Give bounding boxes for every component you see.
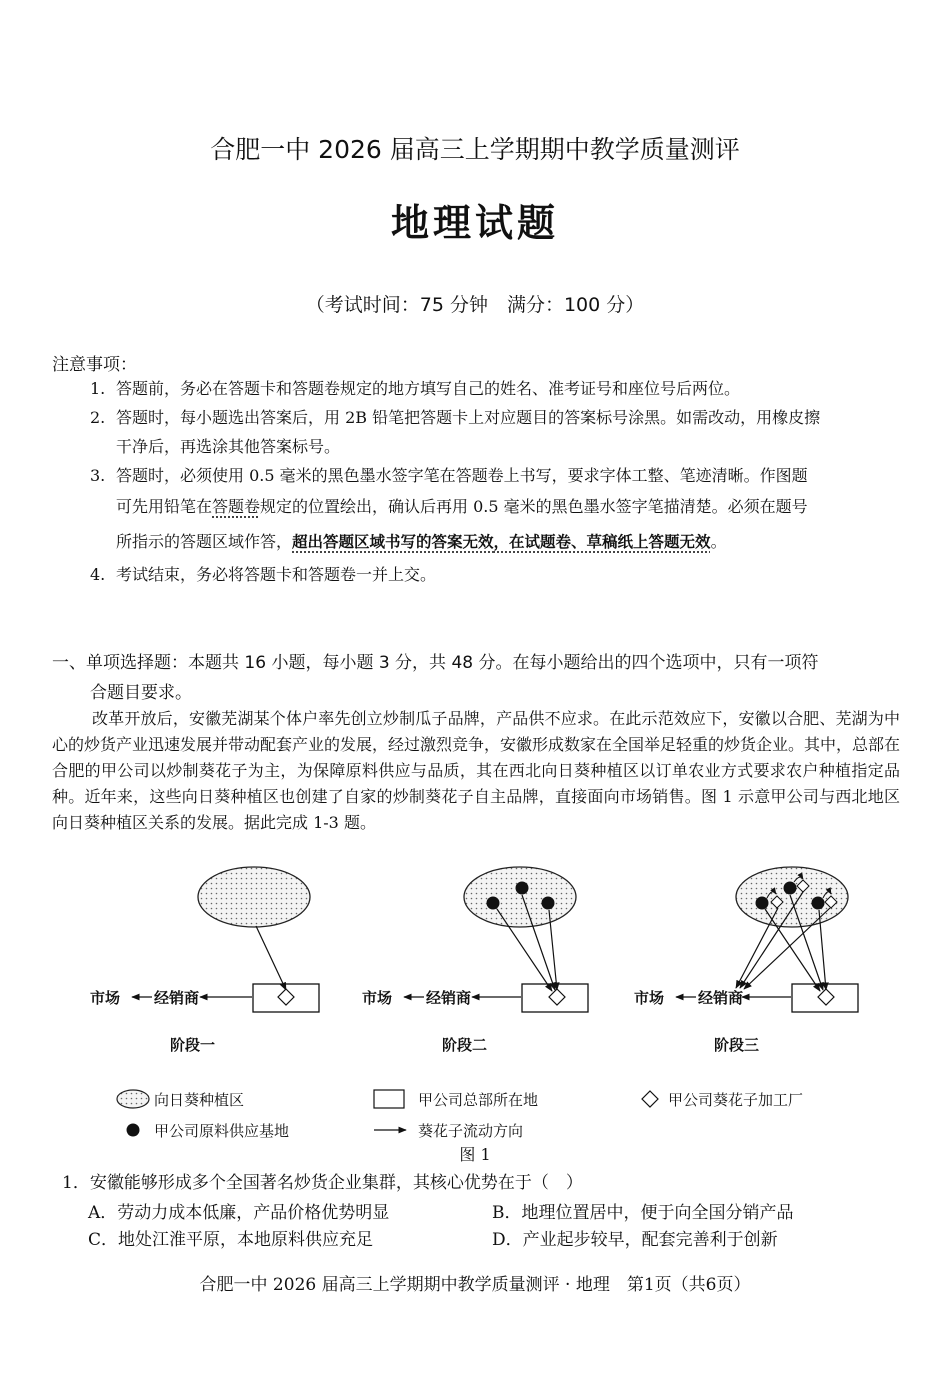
note-3 [90, 460, 900, 558]
exam-meta: （考试时间：75 分钟 满分：100 分） [305, 294, 645, 316]
emphasis-text: 超出答题区域书写的答案无效 [292, 533, 494, 551]
emphasis-text: 答题卷 [212, 497, 261, 516]
supply-base-legend-icon [127, 1124, 140, 1137]
note-text: 答题前，务必在答题卡和答题卷规定的地方填写自己的姓名、准考证号和座位号后两位。 [116, 379, 741, 398]
dealer-label: 经销商 [698, 989, 744, 1007]
stage-label: 阶段三 [714, 1036, 760, 1054]
subject-title: 地理试题 [390, 200, 559, 245]
dealer-label: 经销商 [426, 989, 472, 1007]
market-label: 市场 [634, 989, 665, 1007]
note-number: 4. [90, 565, 106, 584]
dealer-label: 经销商 [154, 989, 200, 1007]
page-footer: 合肥一中 2026 届高三上学期期中教学质量测评 · 地理 第1页（共6页） [199, 1275, 751, 1295]
note-text: 考试结束，务必将答题卡和答题卷一并上交。 [116, 565, 437, 584]
stage-label: 阶段一 [170, 1036, 216, 1054]
stage-1-diagram [90, 867, 319, 1054]
note-text-cont: 干净后，再选涂其他答案标号。 [116, 437, 341, 456]
planting-area [464, 867, 576, 927]
note-number: 1. [90, 379, 106, 398]
factory-diamond [549, 989, 565, 1005]
factory-diamond [818, 989, 834, 1005]
planting-area-legend-icon [117, 1090, 149, 1108]
note-text: 。 [710, 532, 727, 551]
option-c: C．地处江淮平原，本地原料供应充足 [88, 1230, 374, 1250]
stage-2-diagram [362, 867, 588, 1054]
hq-legend-icon [374, 1090, 404, 1108]
legend-planting-area: 向日葵种植区 [154, 1091, 245, 1109]
emphasis-text: 在试题卷、草稿纸上答题无效 [509, 533, 711, 551]
option-b: B．地理位置居中，便于向全国分销产品 [492, 1203, 794, 1223]
section-line-1: 一、单项选择题：本题共 16 小题，每小题 3 分，共 48 分。在每小题给出的四个选项中，只有一项符 [52, 653, 819, 673]
note-2 [90, 403, 900, 461]
legend-flow: 葵花子流动方向 [418, 1122, 524, 1140]
supply-base [516, 882, 529, 895]
note-number: 2. [90, 408, 106, 427]
factory-diamond [278, 989, 294, 1005]
legend-hq: 甲公司总部所在地 [418, 1091, 539, 1109]
factory-legend-icon [642, 1091, 658, 1107]
section-heading [52, 648, 902, 708]
legend-base: 甲公司原料供应基地 [154, 1122, 290, 1140]
note-text: 规定的位置绘出，确认后再用 0.5 毫米的黑色墨水签字笔描清楚。必须在题号 [260, 497, 808, 516]
flow-arrow [256, 926, 286, 990]
question-1 [62, 1170, 583, 1196]
market-label: 市场 [362, 989, 393, 1007]
stage-label: 阶段二 [442, 1036, 488, 1054]
figure-legend [117, 1090, 803, 1140]
exam-title: 合肥一中 2026 届高三上学期期中教学质量测评 [210, 135, 740, 164]
notes-heading: 注意事项： [52, 355, 137, 375]
supply-base [784, 882, 797, 895]
stage-3-diagram [634, 867, 858, 1054]
figure-caption: 图 1 [459, 1145, 491, 1164]
legend-factory: 甲公司葵花子加工厂 [668, 1091, 804, 1109]
note-text: 答题时，每小题选出答案后，用 2B 铅笔把答题卡上对应题目的答案标号涂黑。如需改动，用橡皮擦 [116, 408, 821, 427]
supply-base [542, 897, 555, 910]
market-label: 市场 [90, 989, 121, 1007]
supply-base [812, 897, 825, 910]
note-1 [90, 374, 900, 403]
emphasis-text: ， [493, 533, 510, 551]
question-stem: 1．安徽能够形成多个全国著名炒货企业集群，其核心优势在于（ ） [62, 1173, 583, 1193]
figure-1 [90, 862, 870, 1142]
passage: 改革开放后，安徽芜湖某个体户率先创立炒制瓜子品牌，产品供不应求。在此示范效应下，安徽以合肥、芜湖为中心的炒货产业迅速发展并带动配套产业的发展，经过激烈竞争，安徽形成数家在全国举足轻重的炒货企业。其中，总部在合肥的甲公司以炒制葵花子为主，为保障原料供应与品质，其在西北向日葵种植区以订单农业方式要求农户种植指定品种。近年来，这些向日葵种植区也创建了自家的炒制葵花子自主品牌，直接面向市场销售。图 1 示意甲公司与西北地区向日葵种植区关系的发展。据此完成 1-3 题。 [52, 709, 901, 832]
supply-base [756, 897, 769, 910]
option-a: A．劳动力成本低廉，产品价格优势明显 [88, 1203, 390, 1223]
option-d: D．产业起步较早，配套完善利于创新 [492, 1230, 778, 1250]
note-text: 答题时，必须使用 0.5 毫米的黑色墨水签字笔在答题卷上书写，要求字体工整、笔迹清晰。作图题 [116, 466, 808, 485]
note-text: 所指示的答题区域作答， [116, 532, 293, 551]
note-number: 3. [90, 466, 106, 485]
supply-base [487, 897, 500, 910]
section-line-2: 合题目要求。 [90, 683, 192, 703]
planting-area [198, 867, 310, 927]
note-4 [90, 560, 900, 589]
note-text: 可先用铅笔在 [116, 497, 213, 516]
